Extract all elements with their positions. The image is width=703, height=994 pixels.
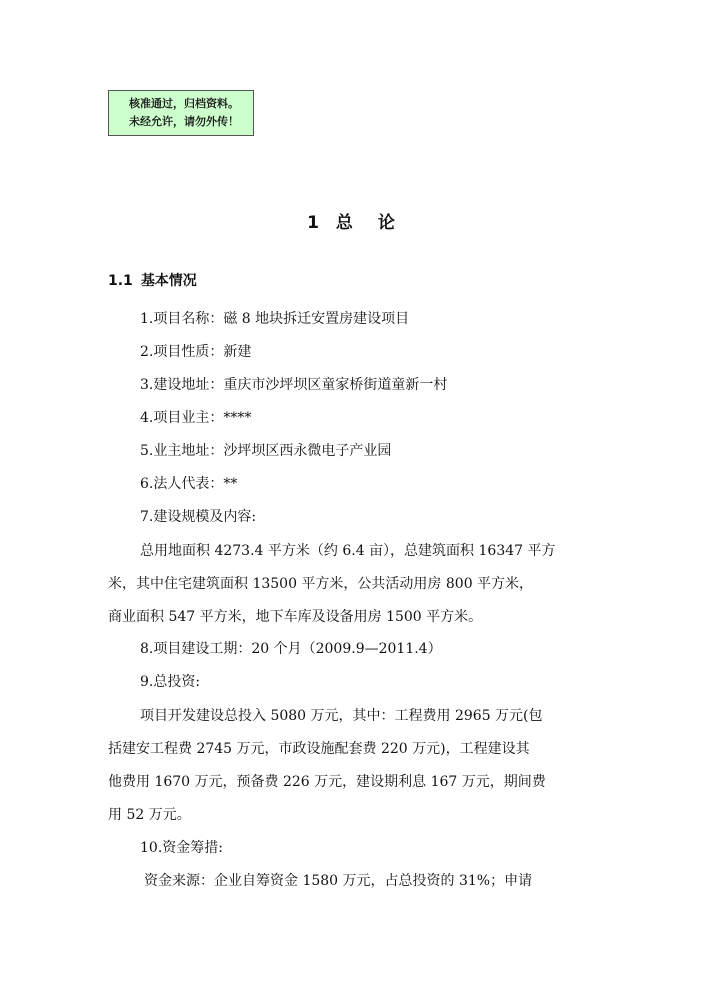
scale-text-line-2: 米，其中住宅建筑面积 13500 平方米，公共活动用房 800 平方米， xyxy=(108,576,534,592)
chapter-number: 1 xyxy=(307,213,320,233)
investment-text-line-3: 他费用 1670 万元，预备费 226 万元，建设期利息 167 万元，期间费 xyxy=(108,774,546,790)
item-project-nature: 2.项目性质：新建 xyxy=(140,344,252,360)
stamp-line-2: 未经允许，请勿外传！ xyxy=(129,115,239,128)
approval-stamp-box xyxy=(108,90,254,136)
chapter-word-2: 论 xyxy=(377,213,396,233)
investment-text-line-1: 项目开发建设总投入 5080 万元，其中：工程费用 2965 万元(包 xyxy=(140,708,543,724)
scale-text-line-3: 商业面积 547 平方米，地下车库及设备用房 1500 平方米。 xyxy=(108,609,483,625)
stamp-line-1: 核准通过，归档资料。 xyxy=(129,97,239,110)
chapter-title xyxy=(0,208,703,233)
item-legal-representative: 6.法人代表：** xyxy=(140,476,238,492)
section-heading: 基本情况 xyxy=(140,273,197,289)
investment-text-line-4: 用 52 万元。 xyxy=(108,807,191,823)
item-scale-label: 7.建设规模及内容: xyxy=(140,509,257,525)
section-number: 1.1 xyxy=(108,273,133,289)
item-owner-address: 5.业主地址：沙坪坝区西永微电子产业园 xyxy=(140,443,392,459)
chapter-word-1: 总 xyxy=(335,213,354,233)
item-project-owner: 4.项目业主：**** xyxy=(140,410,252,426)
item-funding-label: 10.资金筹措: xyxy=(140,840,223,856)
funding-text-line-1: 资金来源：企业自筹资金 1580 万元，占总投资的 31%；申请 xyxy=(144,873,533,889)
scale-text-line-1: 总用地面积 4273.4 平方米（约 6.4 亩），总建筑面积 16347 平方 xyxy=(140,543,556,559)
item-investment-label: 9.总投资: xyxy=(140,674,201,690)
item-project-name: 1.项目名称：磁 8 地块拆迁安置房建设项目 xyxy=(140,311,410,327)
investment-text-line-2: 括建安工程费 2745 万元，市政设施配套费 220 万元)，工程建设其 xyxy=(108,741,530,757)
item-project-address: 3.建设地址：重庆市沙坪坝区童家桥街道童新一村 xyxy=(140,377,448,393)
item-construction-period: 8.项目建设工期：20 个月（2009.9—2011.4） xyxy=(140,641,442,657)
section-title xyxy=(108,270,197,290)
